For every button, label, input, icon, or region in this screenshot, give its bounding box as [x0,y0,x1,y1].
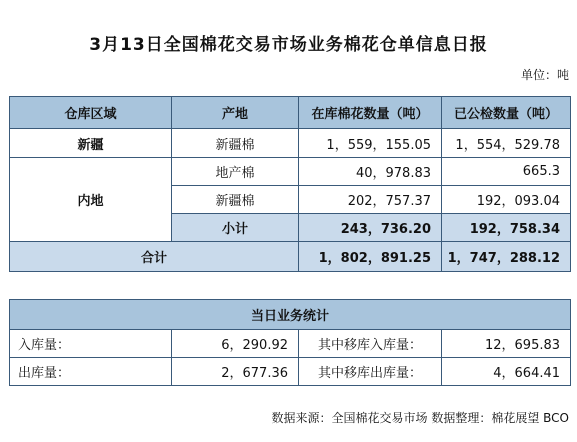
region-inland: 内地 [10,158,172,242]
subtotal-inspected: 192，758.34 [442,214,571,242]
table-row [10,158,571,186]
transfer-in-value: 12，695.83 [442,330,571,358]
transfer-out-value: 4，664.41 [442,358,571,386]
stock-cell: 40，978.83 [299,158,442,186]
inspected-cell: 192，093.04 [442,186,571,214]
header-inspected: 已公检数量（吨） [442,97,571,129]
stock-cell: 1，559，155.05 [299,129,442,158]
subtotal-label: 小计 [172,214,299,242]
table-row [10,129,571,158]
total-inspected: 1，747，288.12 [442,242,571,272]
report-title: 3月13日全国棉花交易市场业务棉花仓单信息日报 [89,35,488,55]
daily-stats-table [9,299,571,386]
total-label: 合计 [10,242,299,272]
in-label: 入库量： [10,330,172,358]
transfer-out-label: 其中移库出库量： [299,358,442,386]
origin-cell: 地产棉 [172,158,299,186]
inspected-cell: 665.3 [442,158,571,186]
stats-header-row [10,300,571,330]
origin-cell: 新疆棉 [172,129,299,158]
origin-cell: 新疆棉 [172,186,299,214]
stock-cell: 202，757.37 [299,186,442,214]
stats-title: 当日业务统计 [10,300,571,330]
subtotal-stock: 243，736.20 [299,214,442,242]
data-source-footer: 数据来源：全国棉花交易市场 数据整理：棉花展望 BCO [271,411,569,425]
inspected-cell: 1，554，529.78 [442,129,571,158]
header-stock: 在库棉花数量（吨） [299,97,442,129]
table-header-row [10,97,571,129]
stats-row [10,358,571,386]
in-value: 6，290.92 [172,330,299,358]
region-xinjiang: 新疆 [10,129,172,158]
warehouse-receipt-table [9,96,571,272]
header-origin: 产地 [172,97,299,129]
unit-label: 单位：吨 [520,68,569,82]
total-row [10,242,571,272]
header-region: 仓库区域 [10,97,172,129]
out-label: 出库量： [10,358,172,386]
total-stock: 1，802，891.25 [299,242,442,272]
out-value: 2，677.36 [172,358,299,386]
transfer-in-label: 其中移库入库量： [299,330,442,358]
stats-row [10,330,571,358]
